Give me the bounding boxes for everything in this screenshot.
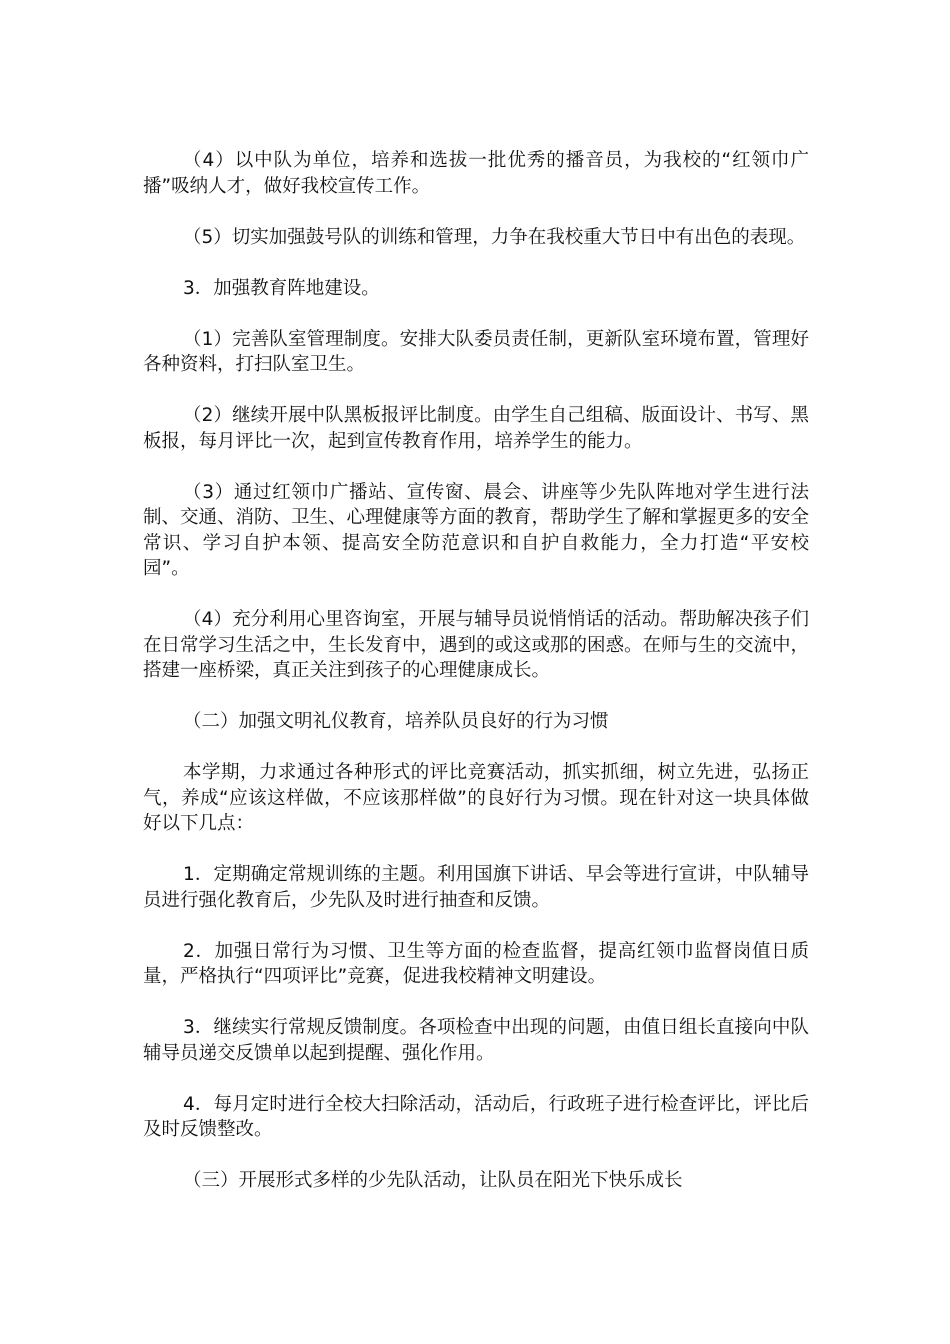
paragraph: 3．继续实行常规反馈制度。各项检查中出现的问题，由值日组长直接向中队辅导员递交反馈单以起到提醒、强化作用。 <box>143 1017 809 1064</box>
paragraph: 4．每月定时进行全校大扫除活动，活动后，行政班子进行检查评比，评比后及时反馈整改。 <box>143 1093 809 1140</box>
paragraph: （1）完善队室管理制度。安排大队委员责任制，更新队室环境布置，管理好各种资料，打扫队室卫生。 <box>143 328 809 375</box>
section-heading: 3．加强教育阵地建设。 <box>183 277 380 299</box>
section-heading: （三）开展形式多样的少先队活动，让队员在阳光下快乐成长 <box>183 1170 683 1191</box>
paragraph: （3）通过红领巾广播站、宣传窗、晨会、讲座等少先队阵地对学生进行法制、交通、消防、卫生、心理健康等方面的教育，帮助学生了解和掌握更多的安全常识、学习自护本领、提高安全防范意识和自护自救能力，全力打造“平安校园”。 <box>143 481 810 579</box>
paragraph: （4）以中队为单位，培养和选拔一批优秀的播音员，为我校的“红领巾广播”吸纳人才，做好我校宣传工作。 <box>143 150 809 197</box>
document-body <box>143 148 809 1219</box>
paragraph: （5）切实加强鼓号队的训练和管理，力争在我校重大节日中有出色的表现。 <box>183 226 806 248</box>
section-heading: （二）加强文明礼仪教育，培养队员良好的行为习惯 <box>183 711 609 732</box>
paragraph: 1．定期确定常规训练的主题。利用国旗下讲话、早会等进行宣讲，中队辅导员进行强化教育后，少先队及时进行抽查和反馈。 <box>143 864 809 911</box>
paragraph: 2．加强日常行为习惯、卫生等方面的检查监督，提高红领巾监督岗值日质量，严格执行“四项评比”竞赛，促进我校精神文明建设。 <box>143 940 809 987</box>
paragraph: （2）继续开展中队黑板报评比制度。由学生自己组稿、版面设计、书写、黑板报，每月评比一次，起到宣传教育作用，培养学生的能力。 <box>143 405 809 452</box>
paragraph: 本学期，力求通过各种形式的评比竞赛活动，抓实抓细，树立先进，弘扬正气，养成“应该这样做，不应该那样做”的良好行为习惯。现在针对这一块具体做好以下几点： <box>143 762 809 834</box>
paragraph: （4）充分利用心里咨询室，开展与辅导员说悄悄话的活动。帮助解决孩子们在日常学习生活之中，生长发育中，遇到的或这或那的困惑。在师与生的交流中，搭建一座桥梁，真正关注到孩子的心理健康成长。 <box>143 609 810 681</box>
